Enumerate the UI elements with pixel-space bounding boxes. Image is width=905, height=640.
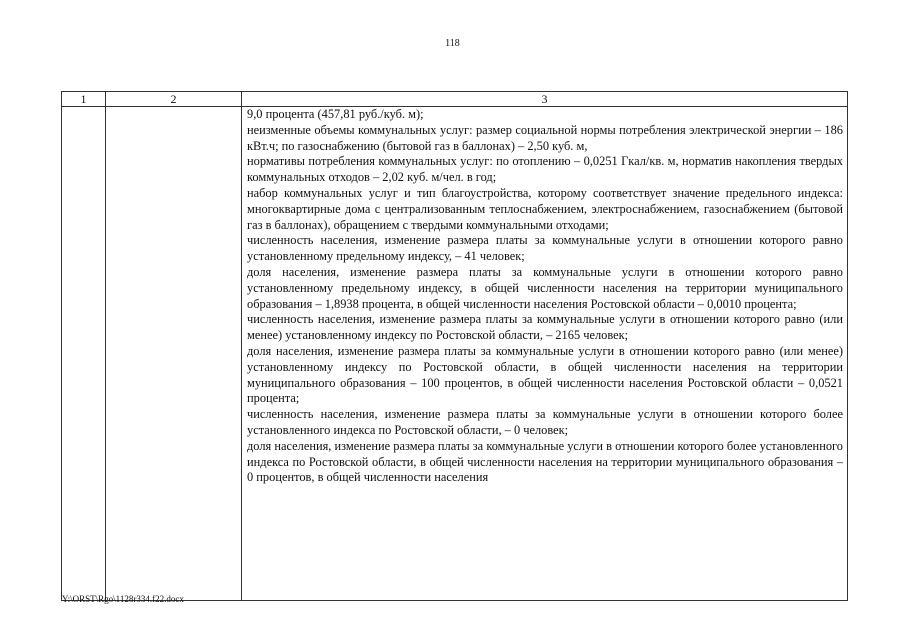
paragraph: доля населения, изменение размера платы за коммунальные услуги в отношении которого более установленного индекса по Ростовской области, в общей численности населения на территории муниципального образования – 0 процентов, в общей численности населения (247, 438, 843, 485)
table-row (62, 107, 848, 601)
cell-text-block (242, 107, 847, 486)
paragraph: нормативы потребления коммунальных услуг: по отоплению – 0,0251 Гкал/кв. м, норматив накопления твердых коммунальных отходов – 2,02 куб. м/чел. в год; (247, 154, 843, 185)
paragraph: набор коммунальных услуг и тип благоустройства, которому соответствует значение предельного индекса: многоквартирные дома с централизованным теплоснабжением, электроснабжением, газоснабжением (бытовой газ в баллонах), обращением с твердыми коммунальными отходами; (247, 185, 843, 232)
paragraph: 9,0 процента (457,81 руб./куб. м); (247, 107, 424, 121)
paragraph: численность населения, изменение размера платы за коммунальные услуги в отношении которого равно (или менее) установленному индексу по Ростовской области, – 2165 человек; (247, 312, 843, 343)
table-cell-col3 (242, 107, 848, 601)
column-header-3: 3 (242, 92, 848, 107)
page-number: 118 (445, 38, 460, 49)
footer-file-path: Y:\ORST\Rgo\1128r334.f22.docx (62, 594, 184, 604)
table-cell-col1 (62, 107, 106, 601)
paragraph: доля населения, изменение размера платы за коммунальные услуги в отношении которого равно установленному предельному индексу, в общей численности населения на территории муниципального образования – 1,8938 процента, в общей численности населения Ростовской области – 0,0010 процента; (247, 264, 843, 311)
paragraph: доля населения, изменение размера платы за коммунальные услуги в отношении которого равно (или менее) установленному индексу по Ростовской области, в общей численности населения на территории муниципального образования – 100 процентов, в общей численности населения Ростовской области – 0,0521 процента; (247, 343, 843, 406)
paragraph: численность населения, изменение размера платы за коммунальные услуги в отношении которого равно установленному предельному индексу, – 41 человек; (247, 233, 843, 264)
table-header-row (62, 92, 848, 107)
column-header-2: 2 (106, 92, 242, 107)
document-table (61, 91, 848, 601)
paragraph: численность населения, изменение размера платы за коммунальные услуги в отношении которого более установленного индекса по Ростовской области, – 0 человек; (247, 407, 843, 437)
column-header-1: 1 (62, 92, 106, 107)
paragraph: неизменные объемы коммунальных услуг: размер социальной нормы потребления электрической энергии – 186 кВт.ч; по газоснабжению (бытовой газ в баллонах) – 2,50 куб. м, (247, 122, 843, 153)
table-cell-col2 (106, 107, 242, 601)
